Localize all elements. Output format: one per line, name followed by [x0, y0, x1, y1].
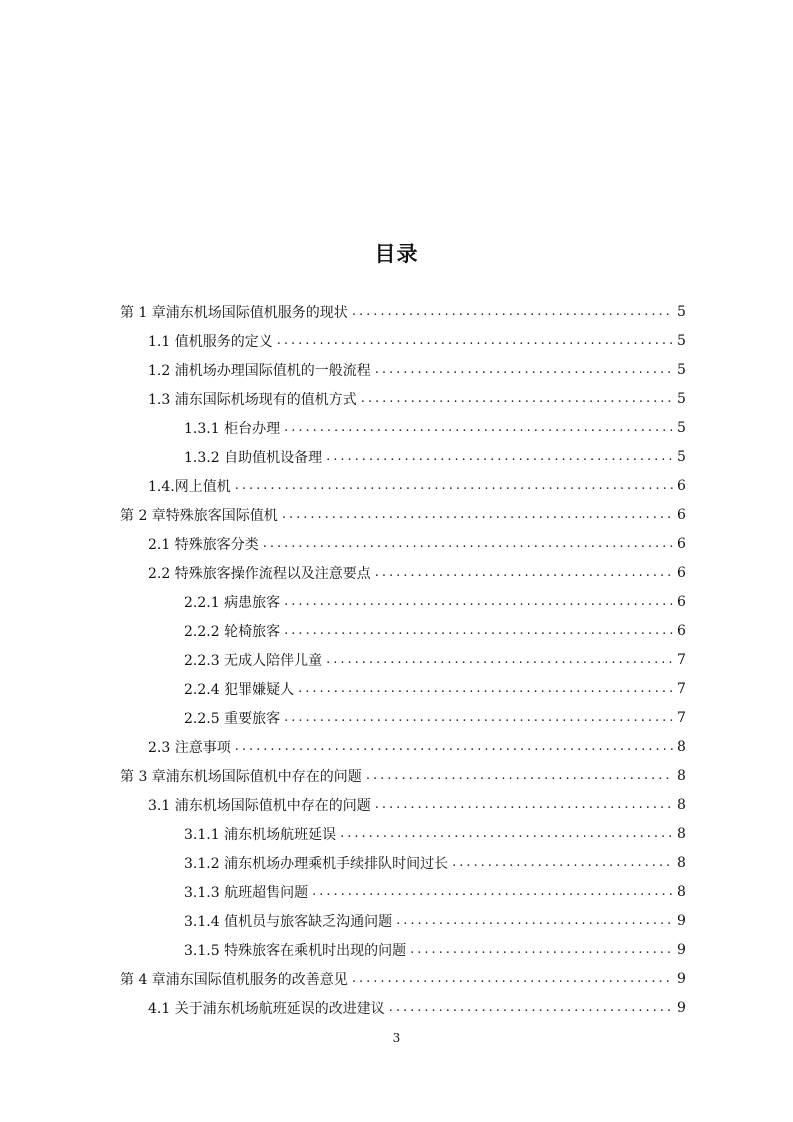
toc-entry-page: 6 [677, 593, 686, 610]
toc-entry-text: 3.1.3 航班超售问题 [184, 884, 309, 901]
toc-entry[interactable] [0, 471, 793, 500]
toc-entry-page: 5 [677, 419, 686, 436]
toc-dot-leader [375, 798, 673, 812]
toc-entry-text: 第 4 章浦东国际值机服务的改善意见 [120, 971, 348, 988]
toc-entry[interactable] [0, 906, 793, 935]
toc-entry[interactable] [0, 558, 793, 587]
toc-entry[interactable] [0, 500, 793, 529]
toc-entry-page: 5 [677, 448, 686, 465]
toc-entry-page: 5 [677, 303, 686, 320]
toc-dot-leader [410, 943, 673, 957]
toc-entry-page: 5 [677, 332, 686, 349]
toc-dot-leader [361, 392, 673, 406]
toc-entry-page: 8 [677, 796, 686, 813]
toc-entry-page: 8 [677, 738, 686, 755]
toc-entry-page: 6 [677, 564, 686, 581]
toc-entry-page: 8 [677, 883, 686, 900]
toc-entry-text: 第 2 章特殊旅客国际值机 [120, 507, 278, 524]
toc-entry-page: 7 [677, 680, 686, 697]
toc-entry-text: 2.1 特殊旅客分类 [148, 536, 259, 553]
toc-dot-leader [352, 972, 673, 986]
toc-entry[interactable] [0, 964, 793, 993]
toc-dot-leader [235, 740, 673, 754]
toc-entry[interactable] [0, 529, 793, 558]
toc-entry-text: 3.1.4 值机员与旅客缺乏沟通问题 [184, 913, 393, 930]
toc-entry[interactable] [0, 761, 793, 790]
toc-entry-text: 第 1 章浦东机场国际值机服务的现状 [120, 304, 348, 321]
toc-dot-leader [284, 595, 673, 609]
table-of-contents [0, 297, 793, 1022]
toc-entry[interactable] [0, 732, 793, 761]
toc-dot-leader [326, 450, 673, 464]
toc-entry-text: 1.4.网上值机 [148, 478, 231, 495]
page-number: 3 [392, 1031, 401, 1045]
toc-entry-page: 6 [677, 535, 686, 552]
toc-entry[interactable] [0, 703, 793, 732]
toc-entry-text: 2.2.2 轮椅旅客 [184, 623, 281, 640]
toc-entry[interactable] [0, 587, 793, 616]
toc-entry-text: 2.3 注意事项 [148, 739, 231, 756]
toc-dot-leader [263, 537, 673, 551]
toc-entry[interactable] [0, 297, 793, 326]
toc-entry-page: 8 [677, 825, 686, 842]
toc-entry[interactable] [0, 674, 793, 703]
toc-entry-page: 7 [677, 651, 686, 668]
toc-entry[interactable] [0, 413, 793, 442]
toc-entry-page: 9 [677, 999, 686, 1016]
toc-dot-leader [298, 682, 673, 696]
toc-dot-leader [284, 711, 673, 725]
toc-dot-leader [452, 856, 673, 870]
toc-entry-page: 7 [677, 709, 686, 726]
toc-dot-leader [326, 653, 673, 667]
toc-dot-leader [284, 421, 673, 435]
toc-dot-leader [340, 827, 673, 841]
toc-dot-leader [312, 885, 673, 899]
toc-title: 目录 [374, 242, 419, 266]
toc-entry-text: 4.1 关于浦东机场航班延误的改进建议 [148, 1000, 385, 1017]
toc-entry-page: 8 [677, 767, 686, 784]
toc-dot-leader [366, 769, 673, 783]
toc-entry-page: 9 [677, 970, 686, 987]
toc-entry[interactable] [0, 442, 793, 471]
toc-entry-page: 5 [677, 390, 686, 407]
toc-entry-text: 2.2 特殊旅客操作流程以及注意要点 [148, 565, 371, 582]
toc-dot-leader [352, 305, 673, 319]
toc-entry-page: 6 [677, 477, 686, 494]
toc-entry-text: 3.1.2 浦东机场办理乘机手续排队时间过长 [184, 855, 449, 872]
toc-entry[interactable] [0, 993, 793, 1022]
toc-entry[interactable] [0, 790, 793, 819]
toc-dot-leader [277, 334, 673, 348]
toc-entry-text: 1.3 浦东国际机场现有的值机方式 [148, 391, 357, 408]
toc-entry[interactable] [0, 645, 793, 674]
toc-entry[interactable] [0, 326, 793, 355]
toc-dot-leader [235, 479, 673, 493]
toc-entry-text: 3.1.1 浦东机场航班延误 [184, 826, 337, 843]
toc-entry[interactable] [0, 616, 793, 645]
toc-entry[interactable] [0, 877, 793, 906]
toc-entry-page: 5 [677, 361, 686, 378]
toc-entry-text: 2.2.4 犯罪嫌疑人 [184, 681, 295, 698]
toc-dot-leader [389, 1001, 673, 1015]
toc-dot-leader [375, 363, 673, 377]
toc-entry-text: 2.2.3 无成人陪伴儿童 [184, 652, 323, 669]
toc-entry-page: 9 [677, 912, 686, 929]
toc-entry-text: 1.2 浦机场办理国际值机的一般流程 [148, 362, 371, 379]
toc-entry-text: 1.3.2 自助值机设备理 [184, 449, 323, 466]
toc-entry-page: 9 [677, 941, 686, 958]
toc-dot-leader [284, 624, 673, 638]
toc-entry-text: 3.1 浦东机场国际值机中存在的问题 [148, 797, 371, 814]
toc-dot-leader [396, 914, 673, 928]
toc-entry-text: 1.3.1 柜台办理 [184, 420, 281, 437]
toc-dot-leader [375, 566, 673, 580]
toc-entry-page: 6 [677, 506, 686, 523]
toc-entry[interactable] [0, 355, 793, 384]
toc-entry[interactable] [0, 935, 793, 964]
toc-entry[interactable] [0, 384, 793, 413]
toc-entry-text: 2.2.1 病患旅客 [184, 594, 281, 611]
toc-entry[interactable] [0, 848, 793, 877]
toc-entry-text: 第 3 章浦东机场国际值机中存在的问题 [120, 768, 362, 785]
toc-entry-text: 1.1 值机服务的定义 [148, 333, 273, 350]
toc-entry[interactable] [0, 819, 793, 848]
toc-entry-text: 3.1.5 特殊旅客在乘机时出现的问题 [184, 942, 407, 959]
toc-entry-text: 2.2.5 重要旅客 [184, 710, 281, 727]
toc-entry-page: 6 [677, 622, 686, 639]
toc-dot-leader [282, 508, 673, 522]
toc-entry-page: 8 [677, 854, 686, 871]
